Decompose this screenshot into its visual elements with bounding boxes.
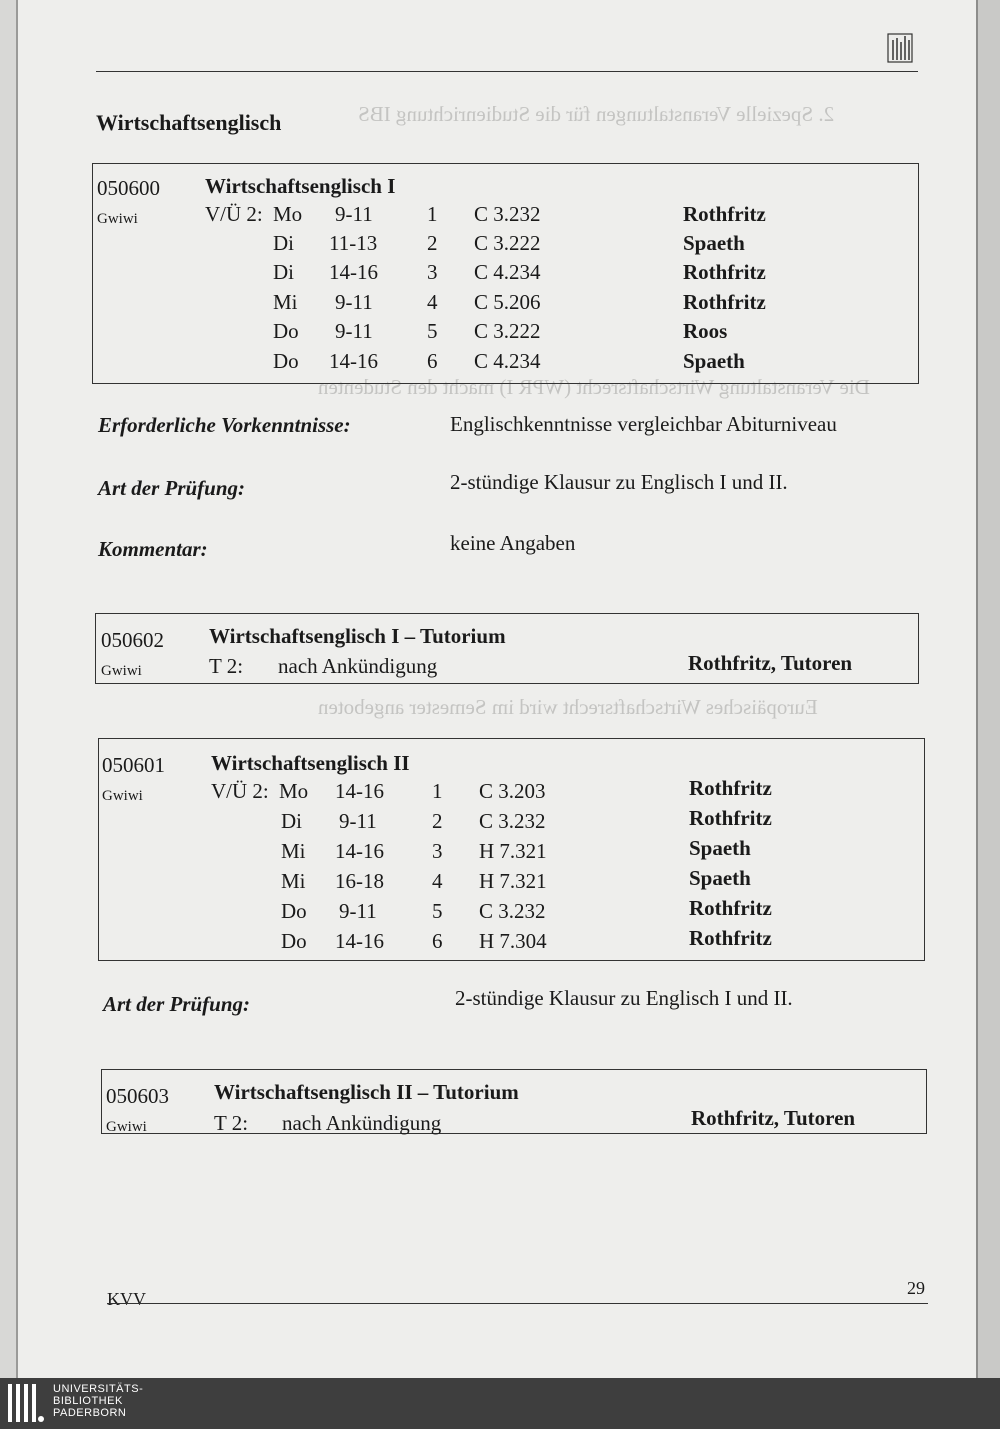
session-time: 9-11 [335, 319, 373, 343]
session-lecturer: Rothfritz [689, 806, 772, 830]
session-group: 2 [427, 231, 438, 255]
exam-label: Art der Prüfung: [103, 992, 251, 1016]
session-day: Di [281, 809, 302, 833]
session-row [99, 926, 924, 959]
session-group: 2 [432, 809, 443, 833]
course-lecturer: Rothfritz, Tutoren [688, 651, 853, 675]
bleed-through-line: Die Veranstaltung Wirtschaftsrecht (WPR I) macht den Studenten [318, 375, 870, 399]
course-number: 050600 [97, 176, 160, 200]
session-time: 9-11 [339, 899, 377, 923]
session-lecturer: Roos [683, 319, 728, 343]
session-row [99, 866, 924, 899]
session-day: Mi [281, 869, 306, 893]
session-row [93, 231, 918, 261]
course-type: T 2: [214, 1111, 249, 1135]
comment-value: keine Angaben [450, 531, 576, 555]
session-lecturer: Rothfritz [683, 202, 766, 226]
session-time: 14-16 [335, 779, 384, 803]
session-room: H 7.321 [479, 869, 547, 893]
watermark-line: BIBLIOTHEK [53, 1395, 123, 1407]
course-group: Gwiwi [106, 1119, 147, 1135]
session-lecturer: Spaeth [689, 836, 751, 860]
prereq-label: Erforderliche Vorkenntnisse: [98, 413, 351, 437]
session-room: H 7.304 [479, 929, 547, 953]
session-day: Di [273, 231, 294, 255]
course-group: Gwiwi [101, 663, 142, 679]
session-room: C 4.234 [474, 260, 541, 284]
session-lecturer: Rothfritz [683, 290, 766, 314]
session-time: 11-13 [329, 231, 378, 255]
session-day: Mo [279, 779, 309, 803]
course-type: T 2: [209, 654, 244, 678]
session-group: 4 [427, 290, 438, 314]
session-group: 3 [432, 839, 443, 863]
session-day: Do [273, 349, 299, 373]
session-day: Di [273, 260, 294, 284]
course-box-050600 [92, 163, 919, 384]
course-title: Wirtschaftsenglisch II – Tutorium [214, 1080, 519, 1104]
session-row [93, 260, 918, 290]
exam-value: 2-stündige Klausur zu Englisch I und II. [450, 470, 788, 494]
session-room: C 5.206 [474, 290, 541, 314]
session-row [99, 806, 924, 839]
course-number: 050603 [106, 1084, 169, 1108]
session-group: 1 [427, 202, 438, 226]
session-group: 3 [427, 260, 438, 284]
course-box-050602 [95, 613, 919, 684]
exam-label: Art der Prüfung: [98, 476, 246, 500]
session-group: 6 [427, 349, 438, 373]
session-day: Do [281, 929, 307, 953]
course-group: Gwiwi [102, 788, 143, 804]
session-row [99, 836, 924, 869]
course-title: Wirtschaftsenglisch II [211, 751, 410, 775]
session-row [93, 349, 918, 379]
session-room: C 3.232 [479, 899, 546, 923]
right-page-edge [976, 0, 1000, 1378]
session-room: C 4.234 [474, 349, 541, 373]
course-lecturer: Rothfritz, Tutoren [691, 1106, 856, 1130]
watermark-line: UNIVERSITÄTS- [53, 1383, 144, 1395]
prereq-value: Englischkenntnisse vergleichbar Abiturniveau [450, 412, 837, 436]
session-row [93, 202, 918, 232]
session-lecturer: Rothfritz [683, 260, 766, 284]
course-title: Wirtschaftsenglisch I [205, 174, 396, 198]
course-title: Wirtschaftsenglisch I – Tutorium [209, 624, 506, 648]
library-watermark-band [0, 1378, 1000, 1429]
session-lecturer: Rothfritz [689, 896, 772, 920]
session-room: C 3.222 [474, 231, 541, 255]
session-lecturer: Spaeth [689, 866, 751, 890]
session-day: Mi [273, 290, 298, 314]
session-day: Mo [273, 202, 303, 226]
footer-label: KVV [107, 1289, 146, 1309]
session-group: 6 [432, 929, 443, 953]
session-time: 9-11 [335, 202, 373, 226]
session-day: Do [273, 319, 299, 343]
course-number: 050601 [102, 753, 165, 777]
course-box-050601 [98, 738, 925, 961]
session-group: 5 [432, 899, 443, 923]
library-logo-icon [886, 30, 916, 66]
session-time: 14-16 [335, 839, 384, 863]
session-lecturer: Spaeth [683, 349, 745, 373]
header-rule [96, 71, 918, 72]
session-lecturer: Spaeth [683, 231, 745, 255]
session-lecturer: Rothfritz [689, 926, 772, 950]
course-group: Gwiwi [97, 211, 138, 227]
session-room: C 3.232 [474, 202, 541, 226]
session-row [99, 896, 924, 929]
section-title: Wirtschaftsenglisch [96, 110, 282, 135]
session-room: C 3.203 [479, 779, 546, 803]
session-day: Do [281, 899, 307, 923]
session-row [99, 776, 924, 809]
watermark-line: PADERBORN [53, 1407, 127, 1419]
course-type: V/Ü 2: [205, 202, 263, 226]
course-schedule: nach Ankündigung [282, 1111, 442, 1135]
session-room: H 7.321 [479, 839, 547, 863]
library-watermark-text [53, 1383, 143, 1419]
course-schedule: nach Ankündigung [278, 654, 438, 678]
course-box-050603 [101, 1069, 927, 1134]
session-time: 14-16 [335, 929, 384, 953]
session-group: 4 [432, 869, 443, 893]
session-row [93, 319, 918, 349]
bleed-through-line: Europäisches Wirtschaftsrecht wird im Semester angeboten [318, 695, 818, 719]
comment-label: Kommentar: [98, 537, 208, 561]
course-type: V/Ü 2: [211, 779, 269, 803]
session-group: 1 [432, 779, 443, 803]
session-time: 9-11 [339, 809, 377, 833]
document-page [18, 0, 976, 1378]
bleed-through-line: 2. Spezielle Veranstaltungen für die Studienrichtung IBS [358, 102, 835, 126]
session-room: C 3.232 [479, 809, 546, 833]
session-time: 14-16 [329, 349, 378, 373]
session-room: C 3.222 [474, 319, 541, 343]
university-library-logo-icon [8, 1384, 42, 1424]
course-number: 050602 [101, 628, 164, 652]
session-lecturer: Rothfritz [689, 776, 772, 800]
left-page-edge [0, 0, 18, 1378]
page-number: 29 [907, 1278, 925, 1298]
session-row [93, 290, 918, 320]
session-time: 14-16 [329, 260, 378, 284]
session-time: 9-11 [335, 290, 373, 314]
session-group: 5 [427, 319, 438, 343]
footer-rule [107, 1303, 928, 1304]
session-time: 16-18 [335, 869, 384, 893]
exam-value: 2-stündige Klausur zu Englisch I und II. [455, 986, 793, 1010]
session-day: Mi [281, 839, 306, 863]
